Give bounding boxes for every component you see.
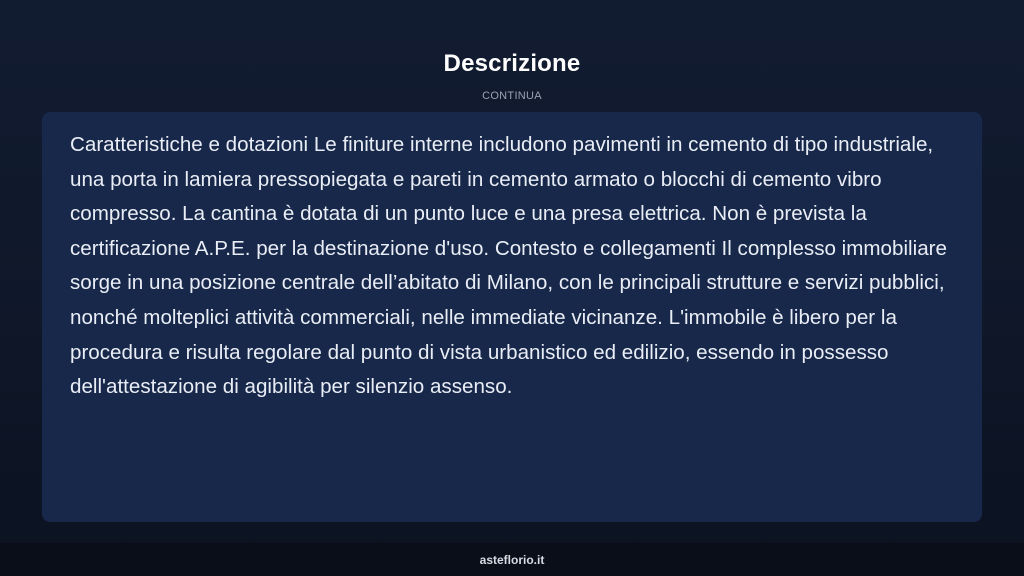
continue-label[interactable]: CONTINUA (482, 90, 542, 102)
description-text: Caratteristiche e dotazioni Le finiture interne includono pavimenti in cemento di tipo industriale, una porta in lamiera pressopiegata e pareti in cemento armato o blocchi di cemento vibro compresso. La cantina è dotata di un punto luce e una presa elettrica. Non è prevista la certificazione A.P.E. per la destinazione d'uso. Contesto e collegamenti Il complesso immobiliare sorge in una posizione centrale dell’abitato di Milano, con le principali strutture e servizi pubblici, nonché molteplici attività commerciali, nelle immediate vicinanze. L'immobile è libero per la procedura e risulta regolare dal punto di vista urbanistico ed edilizio, essendo in possesso dell'attestazione di agibilità per silenzio assenso. (70, 133, 947, 399)
description-card (42, 112, 982, 522)
page-title: Descrizione (443, 50, 581, 77)
footer-site-link[interactable]: asteflorio.it (479, 553, 545, 567)
footer-bar (0, 543, 1024, 576)
